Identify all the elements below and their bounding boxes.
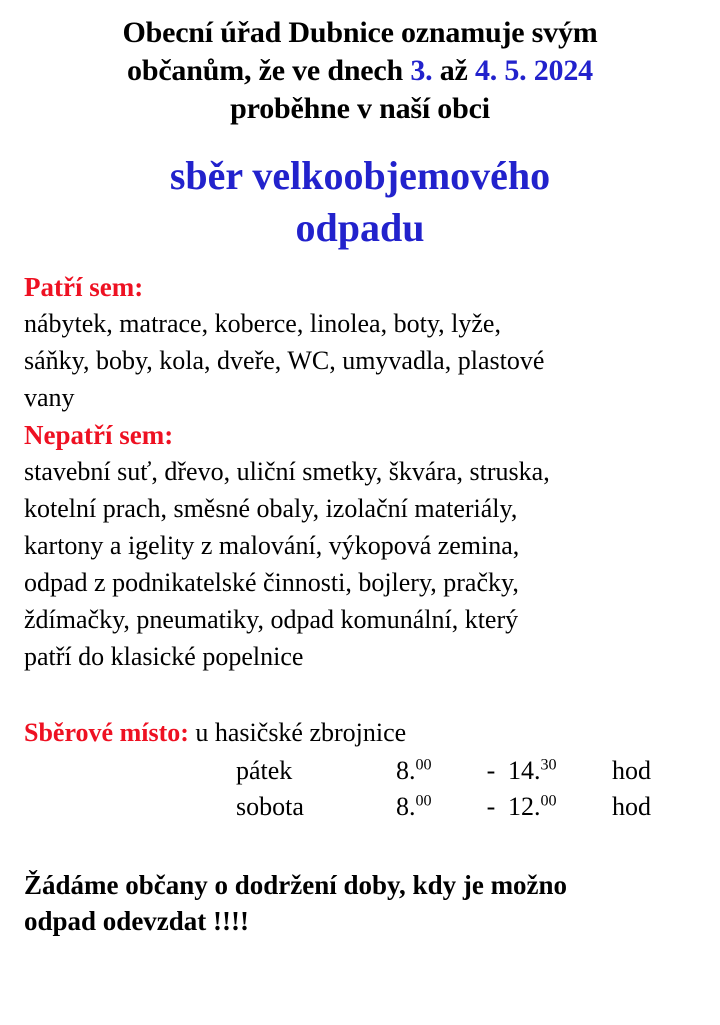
schedule-from-minutes: 00 xyxy=(415,792,432,810)
schedule-to-hour: 12. xyxy=(508,792,541,821)
header-line-2 xyxy=(0,52,720,90)
rejected-line: patří do klasické popelnice xyxy=(24,642,304,671)
date-start: 3. xyxy=(410,54,433,87)
rejected-section xyxy=(24,418,708,675)
rejected-line: ždímačky, pneumatiky, odpad komunální, který xyxy=(24,605,519,634)
table-row xyxy=(24,753,651,789)
schedule-separator: - xyxy=(486,756,496,785)
collection-place-label: Sběrové místo: xyxy=(24,718,189,747)
footer-notice xyxy=(0,867,720,939)
opening-hours-table xyxy=(24,753,651,825)
date-end: 4. 5. 2024 xyxy=(474,54,593,87)
schedule-day: pátek xyxy=(236,756,293,785)
footer-line-1: Žádáme občany o dodržení doby, kdy je možno xyxy=(24,870,568,900)
accepted-line: sáňky, boby, kola, dveře, WC, umyvadla, plastové xyxy=(24,346,545,375)
schedule-day: sobota xyxy=(236,792,304,821)
collection-place-section xyxy=(0,715,720,825)
rejected-line: kartony a igelity z malování, výkopová zemina, xyxy=(24,531,520,560)
schedule-to xyxy=(508,753,604,789)
header-line-1: Obecní úřad Dubnice oznamuje svým xyxy=(122,16,598,49)
accepted-heading: Patří sem: xyxy=(24,272,144,302)
header-line-2-prefix: občanům, že ve dnech xyxy=(127,54,411,87)
schedule-from-hour: 8. xyxy=(396,756,416,785)
rejected-line: kotelní prach, směsné obaly, izolační materiály, xyxy=(24,494,518,523)
schedule-from xyxy=(396,789,474,825)
rejected-heading: Nepatří sem: xyxy=(24,420,174,450)
accepted-section xyxy=(24,270,708,416)
schedule-separator: - xyxy=(486,792,496,821)
rejected-line: odpad z podnikatelské činnosti, bojlery, pračky, xyxy=(24,568,519,597)
footer-line-2: odpad odevzdat !!!! xyxy=(24,906,250,936)
page-title-line-2: odpadu xyxy=(295,205,425,250)
schedule-from-minutes: 00 xyxy=(415,756,432,774)
accepted-line: nábytek, matrace, koberce, linolea, boty, lyže, xyxy=(24,309,501,338)
waste-lists xyxy=(0,270,720,675)
page-title xyxy=(0,150,720,254)
rejected-line: stavební suť, dřevo, uliční smetky, škvára, struska, xyxy=(24,457,550,486)
table-row xyxy=(24,789,651,825)
schedule-to-minutes: 30 xyxy=(540,756,557,774)
schedule-unit: hod xyxy=(612,792,651,821)
collection-place-line xyxy=(24,715,720,751)
accepted-line: vany xyxy=(24,383,75,412)
date-separator: až xyxy=(432,54,475,87)
page-title-line-1: sběr velkoobjemového xyxy=(169,153,551,198)
announcement-header xyxy=(0,0,720,128)
schedule-to-hour: 14. xyxy=(508,756,541,785)
schedule-from xyxy=(396,753,474,789)
schedule-to xyxy=(508,789,604,825)
schedule-unit: hod xyxy=(612,756,651,785)
schedule-from-hour: 8. xyxy=(396,792,416,821)
header-line-3: proběhne v naší obci xyxy=(230,92,490,125)
collection-place-value: u hasičské zbrojnice xyxy=(188,718,407,747)
schedule-to-minutes: 00 xyxy=(540,792,557,810)
